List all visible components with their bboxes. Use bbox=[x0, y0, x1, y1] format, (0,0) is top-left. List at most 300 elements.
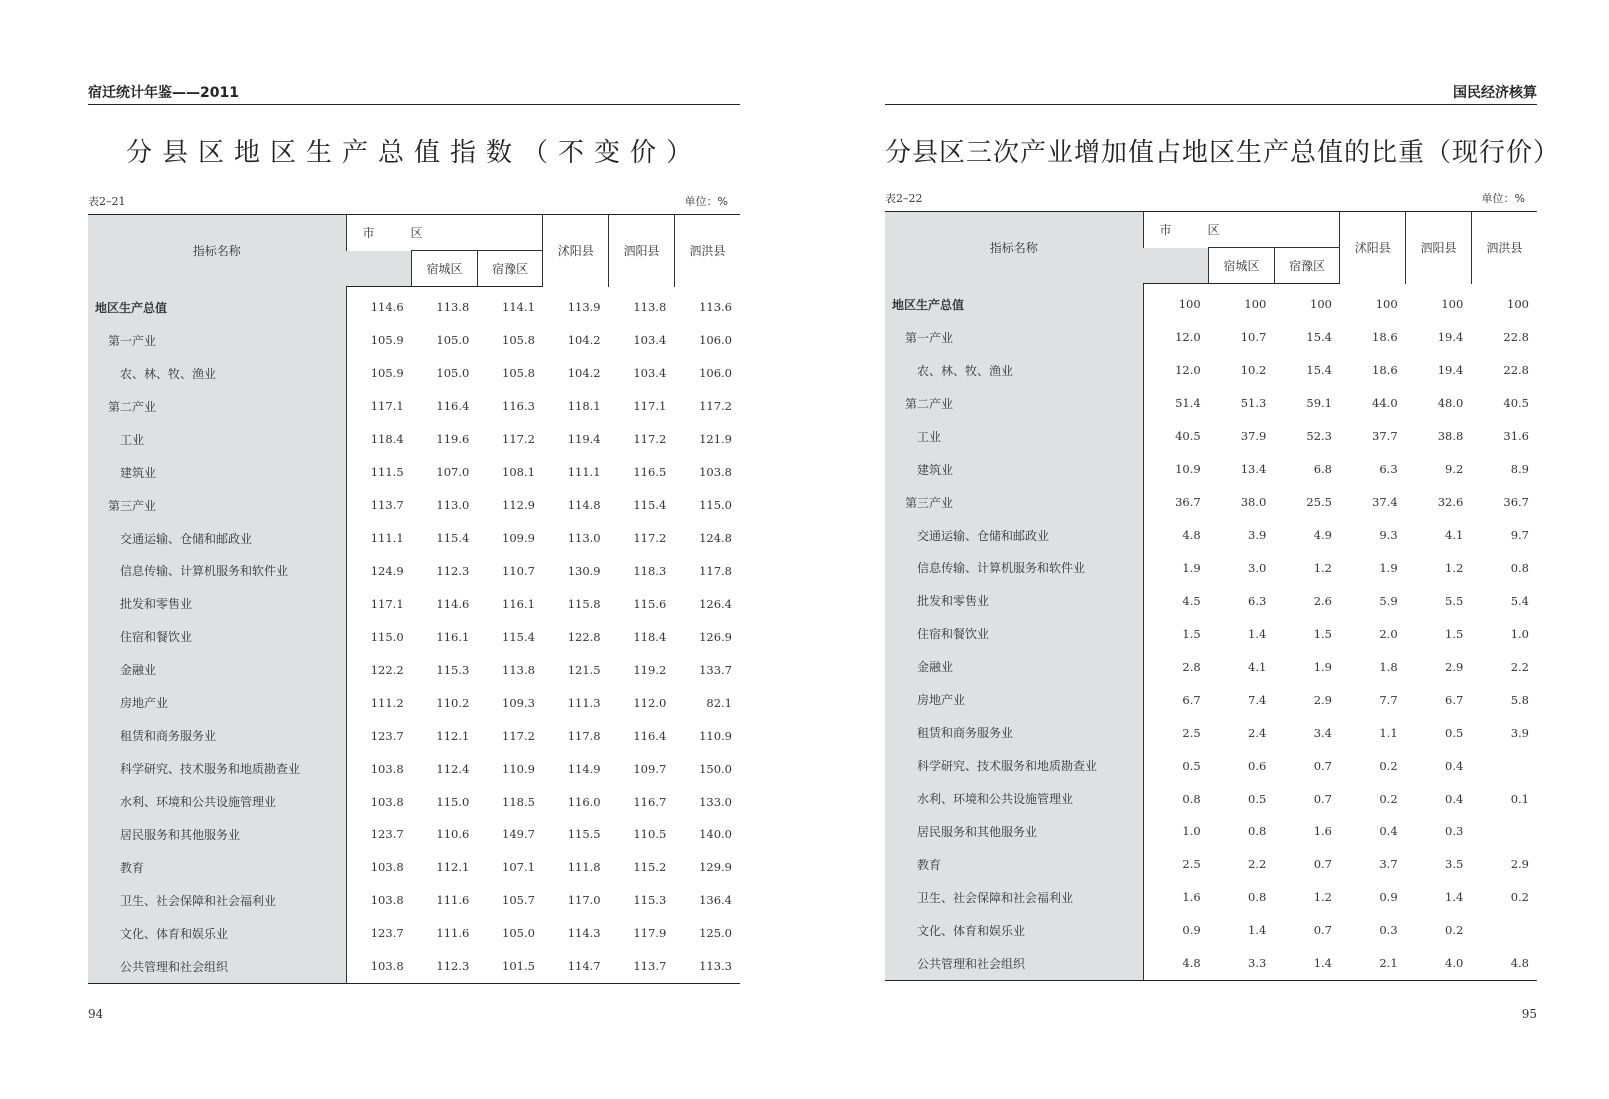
running-header bbox=[885, 82, 1537, 105]
value-cell: 113.8 bbox=[502, 662, 535, 677]
value-cell: 0.9 bbox=[1182, 923, 1201, 938]
value-cell: 2.5 bbox=[1182, 857, 1201, 872]
industry-share-table bbox=[885, 211, 1537, 981]
value-cell: 0.4 bbox=[1445, 758, 1464, 773]
row-label: 第三产业 bbox=[885, 486, 1143, 519]
value-cell: 0.7 bbox=[1313, 791, 1332, 806]
value-cell: 111.6 bbox=[436, 926, 470, 941]
page-number: 94 bbox=[88, 1007, 104, 1021]
value-cell: 12.0 bbox=[1175, 330, 1201, 345]
value-cell: 6.3 bbox=[1379, 462, 1398, 477]
row-label: 水利、环境和公共设施管理业 bbox=[885, 782, 1143, 815]
value-cell: 117.2 bbox=[502, 432, 535, 447]
value-cell: 2.0 bbox=[1379, 626, 1398, 641]
row-label: 科学研究、技术服务和地质勘查业 bbox=[885, 749, 1143, 782]
value-cell: 103.8 bbox=[370, 860, 404, 875]
value-cell: 115.3 bbox=[633, 893, 667, 908]
value-cell: 130.9 bbox=[567, 563, 601, 578]
value-cell: 3.3 bbox=[1209, 947, 1275, 980]
row-label: 金融业 bbox=[885, 650, 1143, 683]
value-cell: 100 bbox=[1507, 297, 1529, 312]
value-cell: 3.0 bbox=[1248, 560, 1267, 575]
value-cell: 110.9 bbox=[699, 728, 732, 743]
header-indicator: 指标名称 bbox=[88, 215, 346, 287]
value-cell: 105.7 bbox=[502, 893, 535, 908]
header-city-blank bbox=[1143, 248, 1209, 284]
value-cell: 2.1 bbox=[1340, 947, 1406, 980]
value-cell: 1.0 bbox=[1182, 824, 1201, 839]
table-row bbox=[88, 785, 740, 818]
value-cell: 2.2 bbox=[1248, 857, 1267, 872]
table-row bbox=[88, 287, 740, 324]
row-label: 第三产业 bbox=[88, 489, 346, 522]
table-row bbox=[88, 653, 740, 686]
value-cell: 0.7 bbox=[1313, 758, 1332, 773]
value-cell: 123.7 bbox=[370, 728, 404, 743]
value-cell: 82.1 bbox=[706, 695, 732, 710]
value-cell: 10.9 bbox=[1175, 462, 1201, 477]
value-cell: 123.7 bbox=[370, 926, 404, 941]
value-cell: 40.5 bbox=[1175, 429, 1201, 444]
value-cell: 22.8 bbox=[1503, 363, 1529, 378]
value-cell: 113.0 bbox=[436, 498, 470, 513]
value-cell: 119.6 bbox=[436, 432, 470, 447]
table-number: 表2–21 bbox=[88, 195, 126, 208]
value-cell bbox=[1471, 914, 1537, 947]
value-cell: 2.9 bbox=[1313, 692, 1332, 707]
value-cell: 109.7 bbox=[633, 761, 667, 776]
value-cell: 38.0 bbox=[1240, 495, 1267, 510]
value-cell: 110.2 bbox=[436, 695, 470, 710]
row-label: 建筑业 bbox=[88, 456, 346, 489]
table-row bbox=[885, 584, 1537, 617]
value-cell: 116.7 bbox=[633, 794, 667, 809]
value-cell: 0.6 bbox=[1248, 758, 1267, 773]
value-cell: 1.4 bbox=[1445, 890, 1464, 905]
value-cell: 2.9 bbox=[1445, 659, 1464, 674]
value-cell: 0.5 bbox=[1445, 725, 1464, 740]
value-cell: 3.4 bbox=[1313, 725, 1332, 740]
value-cell: 103.8 bbox=[346, 950, 412, 983]
table-row bbox=[885, 947, 1537, 980]
value-cell: 116.4 bbox=[633, 728, 667, 743]
value-cell: 1.9 bbox=[1313, 659, 1332, 674]
value-cell: 111.1 bbox=[567, 465, 601, 480]
value-cell: 113.8 bbox=[436, 300, 470, 315]
value-cell: 112.3 bbox=[436, 563, 470, 578]
value-cell: 4.1 bbox=[1445, 528, 1464, 543]
row-label: 工业 bbox=[885, 420, 1143, 453]
value-cell: 15.4 bbox=[1306, 363, 1332, 378]
value-cell: 133.0 bbox=[699, 794, 732, 809]
value-cell: 105.8 bbox=[502, 333, 535, 348]
row-label: 公共管理和社会组织 bbox=[88, 950, 346, 983]
value-cell: 1.2 bbox=[1313, 890, 1332, 905]
table-row bbox=[885, 519, 1537, 552]
header-sihong: 泗洪县 bbox=[1471, 212, 1537, 284]
row-label: 文化、体育和娱乐业 bbox=[885, 914, 1143, 947]
value-cell: 126.9 bbox=[699, 629, 732, 644]
value-cell: 37.7 bbox=[1372, 429, 1398, 444]
table-row bbox=[88, 522, 740, 555]
row-label: 卫生、社会保障和社会福利业 bbox=[88, 884, 346, 917]
value-cell: 19.4 bbox=[1437, 330, 1464, 345]
value-cell: 113.6 bbox=[699, 300, 732, 315]
value-cell: 111.2 bbox=[370, 695, 404, 710]
table-row bbox=[885, 683, 1537, 716]
value-cell: 113.0 bbox=[567, 531, 601, 546]
value-cell: 117.0 bbox=[567, 893, 601, 908]
value-cell: 113.3 bbox=[674, 950, 740, 983]
value-cell: 4.5 bbox=[1182, 593, 1201, 608]
value-cell: 0.8 bbox=[1248, 824, 1267, 839]
value-cell: 114.8 bbox=[567, 498, 601, 513]
table-row bbox=[885, 354, 1537, 387]
table-row bbox=[88, 917, 740, 950]
row-label: 科学研究、技术服务和地质勘查业 bbox=[88, 752, 346, 785]
value-cell: 0.5 bbox=[1182, 758, 1201, 773]
value-cell: 103.4 bbox=[633, 333, 667, 348]
value-cell: 4.9 bbox=[1313, 528, 1332, 543]
row-label: 房地产业 bbox=[88, 686, 346, 719]
value-cell: 107.0 bbox=[436, 465, 470, 480]
value-cell: 36.7 bbox=[1503, 495, 1529, 510]
header-sucheng: 宿城区 bbox=[1209, 248, 1275, 284]
value-cell: 117.8 bbox=[699, 563, 732, 578]
value-cell: 31.6 bbox=[1503, 429, 1529, 444]
row-label: 农、林、牧、渔业 bbox=[88, 357, 346, 390]
value-cell: 117.1 bbox=[370, 399, 404, 414]
table-row bbox=[88, 357, 740, 390]
value-cell: 0.3 bbox=[1379, 923, 1398, 938]
row-label: 第一产业 bbox=[885, 321, 1143, 354]
row-label: 教育 bbox=[885, 848, 1143, 881]
table-number: 表2–22 bbox=[885, 192, 923, 205]
row-label: 居民服务和其他服务业 bbox=[885, 815, 1143, 848]
row-label: 金融业 bbox=[88, 653, 346, 686]
value-cell: 1.4 bbox=[1248, 923, 1267, 938]
value-cell: 126.4 bbox=[699, 596, 732, 611]
value-cell: 100 bbox=[1441, 297, 1464, 312]
value-cell: 109.9 bbox=[502, 531, 535, 546]
value-cell: 111.6 bbox=[436, 893, 470, 908]
row-label: 批发和零售业 bbox=[88, 587, 346, 620]
value-cell: 113.7 bbox=[609, 950, 675, 983]
value-cell: 105.9 bbox=[370, 333, 404, 348]
value-cell: 115.4 bbox=[633, 498, 667, 513]
value-cell: 115.5 bbox=[567, 827, 601, 842]
value-cell: 114.7 bbox=[543, 950, 609, 983]
value-cell: 1.6 bbox=[1313, 824, 1332, 839]
table-row bbox=[885, 914, 1537, 947]
table-row bbox=[88, 620, 740, 653]
value-cell: 106.0 bbox=[699, 366, 732, 381]
value-cell: 0.7 bbox=[1313, 857, 1332, 872]
value-cell: 150.0 bbox=[699, 761, 732, 776]
page-number: 95 bbox=[1521, 1007, 1537, 1021]
value-cell: 3.5 bbox=[1445, 857, 1464, 872]
table-row bbox=[88, 587, 740, 620]
value-cell: 116.1 bbox=[502, 596, 535, 611]
value-cell: 105.0 bbox=[436, 333, 470, 348]
value-cell: 1.2 bbox=[1313, 560, 1332, 575]
header-sihong: 泗洪县 bbox=[674, 215, 740, 287]
value-cell: 103.8 bbox=[370, 893, 404, 908]
value-cell: 124.8 bbox=[699, 531, 732, 546]
row-label: 教育 bbox=[88, 851, 346, 884]
value-cell: 3.9 bbox=[1248, 528, 1267, 543]
value-cell: 115.2 bbox=[633, 860, 667, 875]
table-row bbox=[885, 782, 1537, 815]
value-cell: 0.4 bbox=[1379, 824, 1398, 839]
header-siyang: 泗阳县 bbox=[609, 215, 675, 287]
value-cell: 0.4 bbox=[1445, 791, 1464, 806]
value-cell: 1.5 bbox=[1182, 626, 1201, 641]
value-cell: 2.4 bbox=[1248, 725, 1267, 740]
gdp-index-table bbox=[88, 214, 740, 984]
value-cell: 114.6 bbox=[436, 596, 470, 611]
value-cell: 2.9 bbox=[1510, 857, 1529, 872]
value-cell: 0.7 bbox=[1313, 923, 1332, 938]
table-row bbox=[885, 848, 1537, 881]
value-cell: 52.3 bbox=[1306, 429, 1332, 444]
header-suyu: 宿豫区 bbox=[477, 251, 543, 287]
value-cell: 112.1 bbox=[436, 860, 470, 875]
row-label: 住宿和餐饮业 bbox=[88, 620, 346, 653]
value-cell: 116.5 bbox=[633, 465, 667, 480]
table-title: 分县区地区生产总值指数（不变价） bbox=[125, 138, 702, 168]
value-cell: 2.2 bbox=[1510, 659, 1529, 674]
value-cell: 0.8 bbox=[1248, 890, 1267, 905]
value-cell: 105.0 bbox=[502, 926, 535, 941]
row-label: 住宿和餐饮业 bbox=[885, 617, 1143, 650]
value-cell bbox=[1471, 815, 1537, 848]
row-label: 交通运输、仓储和邮政业 bbox=[88, 522, 346, 555]
value-cell: 5.8 bbox=[1510, 692, 1529, 707]
value-cell: 0.8 bbox=[1510, 560, 1529, 575]
value-cell: 114.9 bbox=[567, 761, 601, 776]
header-indicator: 指标名称 bbox=[885, 212, 1143, 284]
row-label: 批发和零售业 bbox=[885, 584, 1143, 617]
value-cell: 22.8 bbox=[1503, 330, 1529, 345]
value-cell: 5.5 bbox=[1445, 593, 1464, 608]
right-page bbox=[885, 0, 1561, 1099]
value-cell: 111.1 bbox=[370, 531, 404, 546]
value-cell: 117.8 bbox=[567, 728, 601, 743]
row-label: 信息传输、计算机服务和软件业 bbox=[88, 555, 346, 588]
table-meta bbox=[885, 190, 1537, 206]
chapter-title: 国民经济核算 bbox=[1453, 85, 1537, 101]
value-cell: 129.9 bbox=[699, 860, 732, 875]
value-cell: 113.7 bbox=[370, 498, 404, 513]
value-cell: 112.9 bbox=[502, 498, 535, 513]
value-cell: 25.5 bbox=[1306, 495, 1332, 510]
value-cell: 1.9 bbox=[1379, 560, 1398, 575]
value-cell bbox=[1471, 749, 1537, 782]
header-suyu: 宿豫区 bbox=[1274, 248, 1340, 284]
value-cell: 0.2 bbox=[1379, 758, 1398, 773]
value-cell: 4.8 bbox=[1182, 528, 1201, 543]
value-cell: 0.3 bbox=[1445, 824, 1464, 839]
table-row bbox=[88, 752, 740, 785]
value-cell: 4.1 bbox=[1248, 659, 1267, 674]
row-label: 租赁和商务服务业 bbox=[885, 716, 1143, 749]
header-city-blank bbox=[346, 251, 412, 287]
value-cell: 15.4 bbox=[1306, 330, 1332, 345]
value-cell: 37.9 bbox=[1240, 429, 1267, 444]
value-cell: 118.5 bbox=[502, 794, 535, 809]
value-cell: 59.1 bbox=[1306, 396, 1332, 411]
table-row bbox=[88, 818, 740, 851]
table-row bbox=[88, 555, 740, 588]
table-row bbox=[88, 390, 740, 423]
value-cell: 2.5 bbox=[1182, 725, 1201, 740]
value-cell: 116.1 bbox=[436, 629, 470, 644]
table-row bbox=[88, 851, 740, 884]
value-cell: 104.2 bbox=[567, 333, 601, 348]
value-cell: 5.4 bbox=[1510, 593, 1529, 608]
value-cell: 1.5 bbox=[1313, 626, 1332, 641]
value-cell: 136.4 bbox=[699, 893, 732, 908]
value-cell: 114.1 bbox=[502, 300, 535, 315]
table-row bbox=[885, 420, 1537, 453]
value-cell: 103.8 bbox=[370, 761, 404, 776]
value-cell: 109.3 bbox=[502, 695, 535, 710]
value-cell: 0.9 bbox=[1379, 890, 1398, 905]
value-cell: 6.3 bbox=[1248, 593, 1267, 608]
value-cell: 100 bbox=[1178, 297, 1201, 312]
value-cell: 118.4 bbox=[633, 629, 667, 644]
value-cell: 6.8 bbox=[1313, 462, 1332, 477]
value-cell: 18.6 bbox=[1372, 363, 1398, 378]
value-cell: 1.6 bbox=[1182, 890, 1201, 905]
table-row bbox=[885, 453, 1537, 486]
value-cell: 3.9 bbox=[1510, 725, 1529, 740]
value-cell: 0.1 bbox=[1510, 791, 1529, 806]
value-cell: 110.7 bbox=[502, 563, 535, 578]
value-cell: 4.8 bbox=[1471, 947, 1537, 980]
value-cell: 117.2 bbox=[699, 399, 732, 414]
value-cell: 117.1 bbox=[370, 596, 404, 611]
value-cell: 110.6 bbox=[436, 827, 470, 842]
value-cell: 117.2 bbox=[633, 531, 667, 546]
value-cell: 112.4 bbox=[436, 761, 470, 776]
header-shuyang: 沭阳县 bbox=[1340, 212, 1406, 284]
table-row bbox=[885, 749, 1537, 782]
value-cell: 113.9 bbox=[567, 300, 601, 315]
table-row bbox=[88, 719, 740, 752]
value-cell: 149.7 bbox=[502, 827, 535, 842]
value-cell: 6.7 bbox=[1182, 692, 1201, 707]
row-label: 卫生、社会保障和社会福利业 bbox=[885, 881, 1143, 914]
value-cell: 1.2 bbox=[1445, 560, 1464, 575]
value-cell: 10.7 bbox=[1240, 330, 1267, 345]
value-cell: 38.8 bbox=[1437, 429, 1464, 444]
value-cell: 9.2 bbox=[1445, 462, 1464, 477]
value-cell: 105.9 bbox=[370, 366, 404, 381]
value-cell: 118.1 bbox=[567, 399, 601, 414]
row-label: 公共管理和社会组织 bbox=[885, 947, 1143, 980]
running-header bbox=[88, 82, 740, 105]
row-label: 地区生产总值 bbox=[88, 287, 346, 324]
row-label: 居民服务和其他服务业 bbox=[88, 818, 346, 851]
table-meta bbox=[88, 193, 740, 209]
table-row bbox=[885, 486, 1537, 519]
value-cell: 108.1 bbox=[502, 465, 535, 480]
table-row bbox=[885, 881, 1537, 914]
value-cell: 10.2 bbox=[1240, 363, 1267, 378]
row-label: 信息传输、计算机服务和软件业 bbox=[885, 552, 1143, 585]
value-cell: 114.6 bbox=[370, 300, 404, 315]
table-row bbox=[885, 387, 1537, 420]
unit-label: 单位：% bbox=[1481, 192, 1525, 205]
value-cell: 1.9 bbox=[1182, 560, 1201, 575]
value-cell: 48.0 bbox=[1437, 396, 1464, 411]
table-row bbox=[885, 617, 1537, 650]
value-cell: 103.8 bbox=[370, 794, 404, 809]
value-cell: 6.7 bbox=[1445, 692, 1464, 707]
value-cell: 1.8 bbox=[1379, 659, 1398, 674]
row-label: 房地产业 bbox=[885, 683, 1143, 716]
table-row bbox=[885, 815, 1537, 848]
row-label: 租赁和商务服务业 bbox=[88, 719, 346, 752]
value-cell: 1.0 bbox=[1510, 626, 1529, 641]
value-cell: 103.8 bbox=[699, 465, 732, 480]
value-cell: 117.9 bbox=[633, 926, 667, 941]
value-cell: 122.2 bbox=[370, 662, 404, 677]
row-label: 地区生产总值 bbox=[885, 284, 1143, 321]
value-cell: 8.9 bbox=[1510, 462, 1529, 477]
value-cell: 105.0 bbox=[436, 366, 470, 381]
value-cell: 116.0 bbox=[567, 794, 601, 809]
yearbook-title: 宿迁统计年鉴——2011 bbox=[88, 85, 239, 101]
row-label: 第二产业 bbox=[885, 387, 1143, 420]
value-cell: 3.7 bbox=[1379, 857, 1398, 872]
value-cell: 18.6 bbox=[1372, 330, 1398, 345]
value-cell: 36.7 bbox=[1175, 495, 1201, 510]
value-cell: 113.8 bbox=[633, 300, 667, 315]
header-siyang: 泗阳县 bbox=[1406, 212, 1472, 284]
value-cell: 115.6 bbox=[633, 596, 667, 611]
header-shuyang: 沭阳县 bbox=[543, 215, 609, 287]
table-row bbox=[88, 423, 740, 456]
value-cell: 100 bbox=[1375, 297, 1398, 312]
value-cell: 110.9 bbox=[502, 761, 535, 776]
row-label: 工业 bbox=[88, 423, 346, 456]
value-cell: 112.0 bbox=[633, 695, 667, 710]
value-cell: 9.7 bbox=[1510, 528, 1529, 543]
value-cell: 111.8 bbox=[567, 860, 601, 875]
value-cell: 13.4 bbox=[1240, 462, 1267, 477]
value-cell: 100 bbox=[1310, 297, 1332, 312]
table-row bbox=[88, 489, 740, 522]
header-city: 市 区 bbox=[1143, 212, 1340, 248]
value-cell: 1.4 bbox=[1248, 626, 1267, 641]
value-cell: 124.9 bbox=[370, 563, 404, 578]
table-row bbox=[88, 324, 740, 357]
value-cell: 121.5 bbox=[567, 662, 601, 677]
value-cell: 2.8 bbox=[1182, 659, 1201, 674]
value-cell: 115.0 bbox=[699, 498, 732, 513]
table-row bbox=[885, 552, 1537, 585]
unit-label: 单位：% bbox=[684, 195, 728, 208]
value-cell: 0.2 bbox=[1445, 923, 1464, 938]
value-cell: 0.5 bbox=[1248, 791, 1267, 806]
value-cell: 7.4 bbox=[1248, 692, 1267, 707]
value-cell: 111.3 bbox=[567, 695, 601, 710]
value-cell: 111.5 bbox=[370, 465, 404, 480]
value-cell: 51.4 bbox=[1175, 396, 1201, 411]
